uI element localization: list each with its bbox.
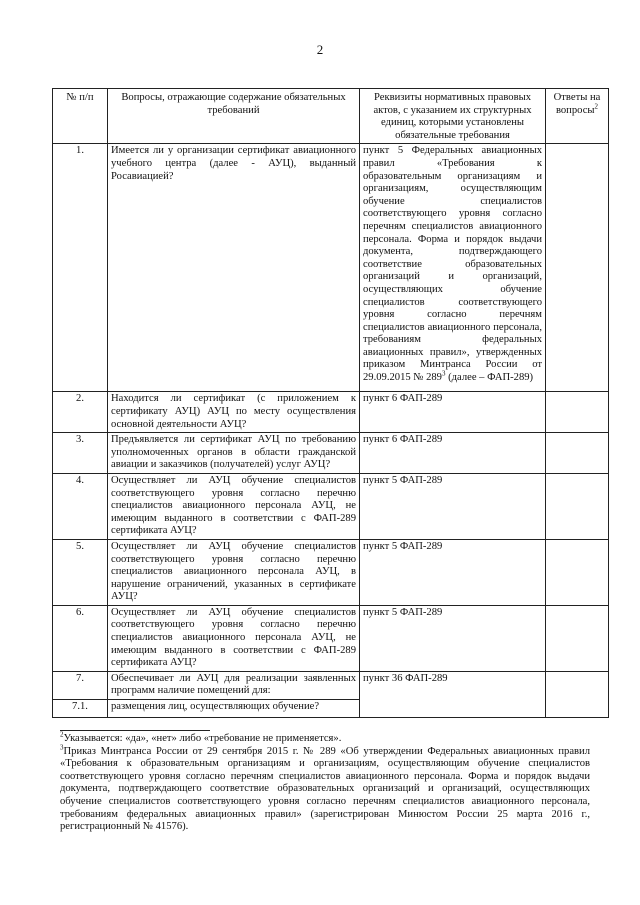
row-number: 6. <box>53 605 108 671</box>
header-answers-text: Ответы на вопросы <box>553 92 601 116</box>
table-row <box>53 605 609 671</box>
answer-cell[interactable] <box>546 433 609 474</box>
row-question: Осуществляет ли АУЦ обучение специалистов соответствующего уровня согласно перечню специалистов авиационного персонала АУЦ, не имеющим выданного в соответствии с ФАП-289 сертификата АУЦ? <box>108 473 360 539</box>
row-question: Обеспечивает ли АУЦ для реализации заявленных программ наличие помещений для: <box>108 671 360 699</box>
table-row <box>53 671 609 699</box>
footnote-text: Приказ Минтранса России от 29 сентября 2015 г. № 289 «Об утверждении Федеральных авиационных правил «Требования к образовательным организациям и организациям, осуществляющим обучение специалистов соответствующего уровня согласно перечням специалистов авиационного персонала. Форма и порядок выдачи документа, подтверждающего соответствие образовательных организаций и организаций, осуществляющих обучение специалистов соответствующего уровня согласно перечням специалистов авиационного персонала, требованиям федеральных авиационных правил» (зарегистрирован Минюстом России 25 марта 2016 г., регистрационный № 41576). <box>60 745 590 833</box>
table-header-row <box>53 89 609 144</box>
row-number: 2. <box>53 392 108 433</box>
footnote-ref: 2 <box>594 102 599 111</box>
row-question: Имеется ли у организации сертификат авиационного учебного центра (далее - АУЦ), выданный Росавиацией? <box>108 144 360 392</box>
row-question: Находится ли сертификат (с приложением к сертификату АУЦ) АУЦ по месту осуществления основной деятельности АУЦ? <box>108 392 360 433</box>
row-question: размещения лиц, осуществляющих обучение? <box>108 700 360 718</box>
row-requisite: пункт 5 ФАП-289 <box>360 473 546 539</box>
row-requisite <box>360 144 546 392</box>
row-question: Осуществляет ли АУЦ обучение специалистов соответствующего уровня согласно перечню специалистов авиационного персонала АУЦ, не имеющим выданного в соответствии с ФАП-289 сертификата АУЦ? <box>108 605 360 671</box>
table-row <box>53 144 609 392</box>
table-row <box>53 392 609 433</box>
row-number: 7.1. <box>53 700 108 718</box>
row-question: Предъявляется ли сертификат АУЦ по требованию уполномоченных органов в области гражданской авиации и заказчиков (получателей) услуг АУЦ? <box>108 433 360 474</box>
footnote-text: Указывается: «да», «нет» либо «требование не применяется». <box>63 733 342 744</box>
row-requisite: пункт 5 ФАП-289 <box>360 539 546 605</box>
table-row <box>53 539 609 605</box>
page-number: 2 <box>316 42 324 57</box>
row-number: 5. <box>53 539 108 605</box>
answer-cell[interactable] <box>546 392 609 433</box>
checklist-table <box>52 88 609 718</box>
row-number: 4. <box>53 473 108 539</box>
requisite-tail: (далее – ФАП-289) <box>445 372 534 384</box>
table-row <box>53 473 609 539</box>
header-question: Вопросы, отражающие содержание обязательных требований <box>108 89 360 144</box>
footnote-mark: 3 <box>60 743 64 752</box>
row-requisite: пункт 6 ФАП-289 <box>360 392 546 433</box>
row-number: 7. <box>53 671 108 699</box>
header-requisites: Реквизиты нормативных правовых актов, с указанием их структурных единиц, которыми установлены обязательные требования <box>360 89 546 144</box>
answer-cell[interactable] <box>546 144 609 392</box>
row-question: Осуществляет ли АУЦ обучение специалистов соответствующего уровня согласно перечню специалистов авиационного персонала АУЦ, в нарушение ограничений, указанных в сертификате АУЦ? <box>108 539 360 605</box>
row-requisite: пункт 36 ФАП-289 <box>360 671 546 717</box>
row-number: 1. <box>53 144 108 392</box>
table-row <box>53 433 609 474</box>
footnote-mark: 2 <box>60 730 64 739</box>
footnote <box>60 730 590 746</box>
answer-cell[interactable] <box>546 671 609 717</box>
footnote-ref: 3 <box>441 369 446 378</box>
requisite-text: пункт 5 Федеральных авиационных правил «Требования к образовательным организациям и организациям, осуществляющим обучение специалистов соответствующего уровня согласно перечням специалистов авиационного персонала. Форма и порядок выдачи документа, подтверждающего соответствие образовательных организаций и организаций, осуществляющих обучение специалистов соответствующего уровня согласно перечням специалистов авиационного персонала, требованиям федеральных авиационных правил», утвержденных приказом Минтранса России от 29.09.2015 № 289 <box>363 145 542 384</box>
footnote <box>60 743 590 834</box>
answer-cell[interactable] <box>546 539 609 605</box>
row-number: 3. <box>53 433 108 474</box>
answer-cell[interactable] <box>546 605 609 671</box>
row-requisite: пункт 5 ФАП-289 <box>360 605 546 671</box>
row-requisite: пункт 6 ФАП-289 <box>360 433 546 474</box>
footnote-divider <box>60 730 210 731</box>
answer-cell[interactable] <box>546 473 609 539</box>
header-answers <box>546 89 609 144</box>
footnotes <box>60 730 590 834</box>
header-num: № п/п <box>53 89 108 144</box>
